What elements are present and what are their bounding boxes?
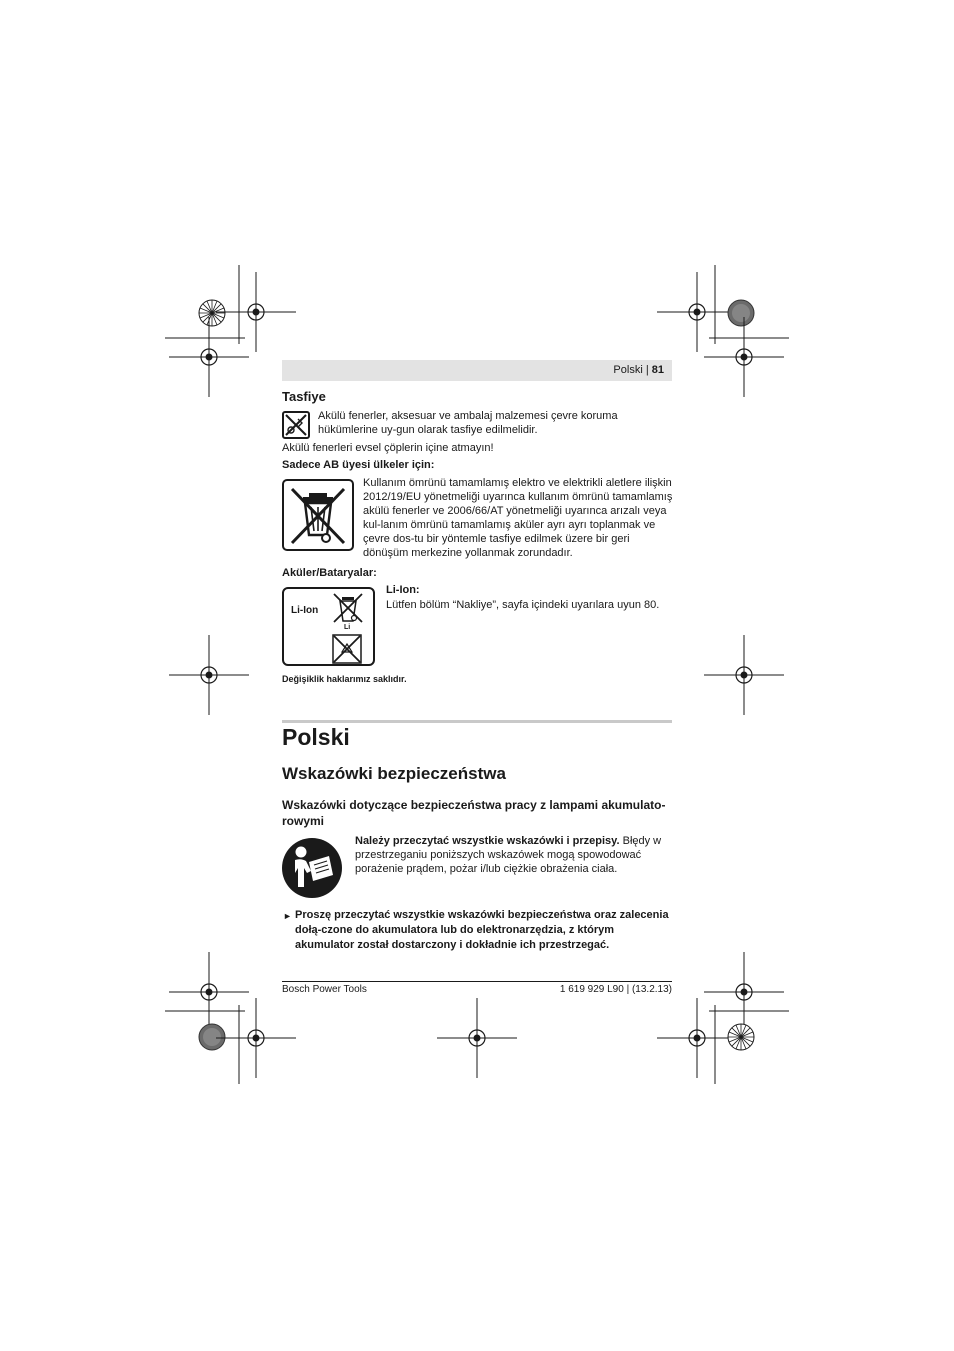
read-instructions-paragraph — [355, 834, 675, 876]
safety-heading: Wskazówki bezpieczeństwa — [282, 764, 506, 783]
li-small-label: Li — [344, 624, 351, 631]
read-instructions-text: Błędy w przestrzeganiu poniższych wskazówek mogą spowodować porażenie prądem, pożar i/lub ciężkie obrażenia ciała. — [355, 835, 662, 875]
recycle-cross-icon — [284, 413, 308, 437]
footer-rule — [282, 981, 672, 982]
section-divider — [282, 720, 672, 723]
header-text — [613, 364, 664, 377]
liion-heading: Li-Ion: — [386, 584, 420, 596]
eu-text: Kullanım ömrünü tamamlamış elektro ve elektrikli aletlere ilişkin 2012/19/EU yönetmeliği uyarınca kullanım ömrünü tamamlamış akülü fenerler ve 2006/66/AT yönetmeliği uyarınca arızalı veya kul-lanım ömrünü tamamlamış aküler ayrı ayrı toplanmak ve çevre dos-tu bir yöntemle tasfiye edilmek üzere bir geri dönüşüm merkezine yollanmak zorundadır. — [363, 477, 673, 559]
bullet-text: Proszę przeczytać wszystkie wskazówki bezpieczeństwa oraz zalecenia dołą-czone do akumulatora lub do elektronarzędzia, z którym akumulator został dostarczony i dokładnie ich przestrzegać. — [295, 909, 669, 951]
weee-icon-box — [282, 479, 354, 551]
disposal-icon-box — [282, 411, 310, 439]
bullet-symbol: ► — [283, 911, 292, 921]
page-number: 81 — [651, 364, 664, 376]
header-separator: | — [645, 364, 649, 376]
header-language: Polski — [613, 364, 643, 376]
read-manual-icon — [281, 837, 343, 899]
footer-doc-code: 1 619 929 L90 | (13.2.13) — [559, 984, 672, 995]
lamp-safety-heading: Wskazówki dotyczące bezpieczeństwa pracy z lampami akumulato-rowymi — [282, 798, 666, 828]
page-header — [282, 360, 672, 381]
batteries-heading: Aküler/Bataryalar: — [282, 567, 377, 579]
crossed-bin-icon — [284, 481, 352, 549]
crossed-battery-bin-icon — [331, 591, 365, 625]
liion-label: Li-Ion — [291, 605, 319, 616]
footer-brand: Bosch Power Tools — [282, 984, 367, 995]
household-note: Akülü fenerleri evsel çöplerin içine atmayın! — [282, 442, 494, 454]
liion-text: Lütfen bölüm “Nakliye”, sayfa içindeki uyarılara uyun 80. — [386, 599, 660, 611]
section-heading-tasfiye: Tasfiye — [282, 389, 326, 404]
battery-icon-box — [282, 587, 375, 666]
crossed-recycle-icon — [332, 634, 362, 664]
read-instructions-bold: Należy przeczytać wszystkie wskazówki i przepisy. — [355, 835, 620, 847]
rights-note: Değişiklik haklarımız saklıdır. — [282, 674, 407, 684]
eu-heading: Sadece AB üyesi ülkeler için: — [282, 459, 435, 471]
disposal-text: Akülü fenerler, aksesuar ve ambalaj malzemesi çevre koruma hükümlerine uy-gun olarak tasfiye edilmelidir. — [318, 410, 618, 436]
language-title: Polski — [282, 724, 350, 750]
